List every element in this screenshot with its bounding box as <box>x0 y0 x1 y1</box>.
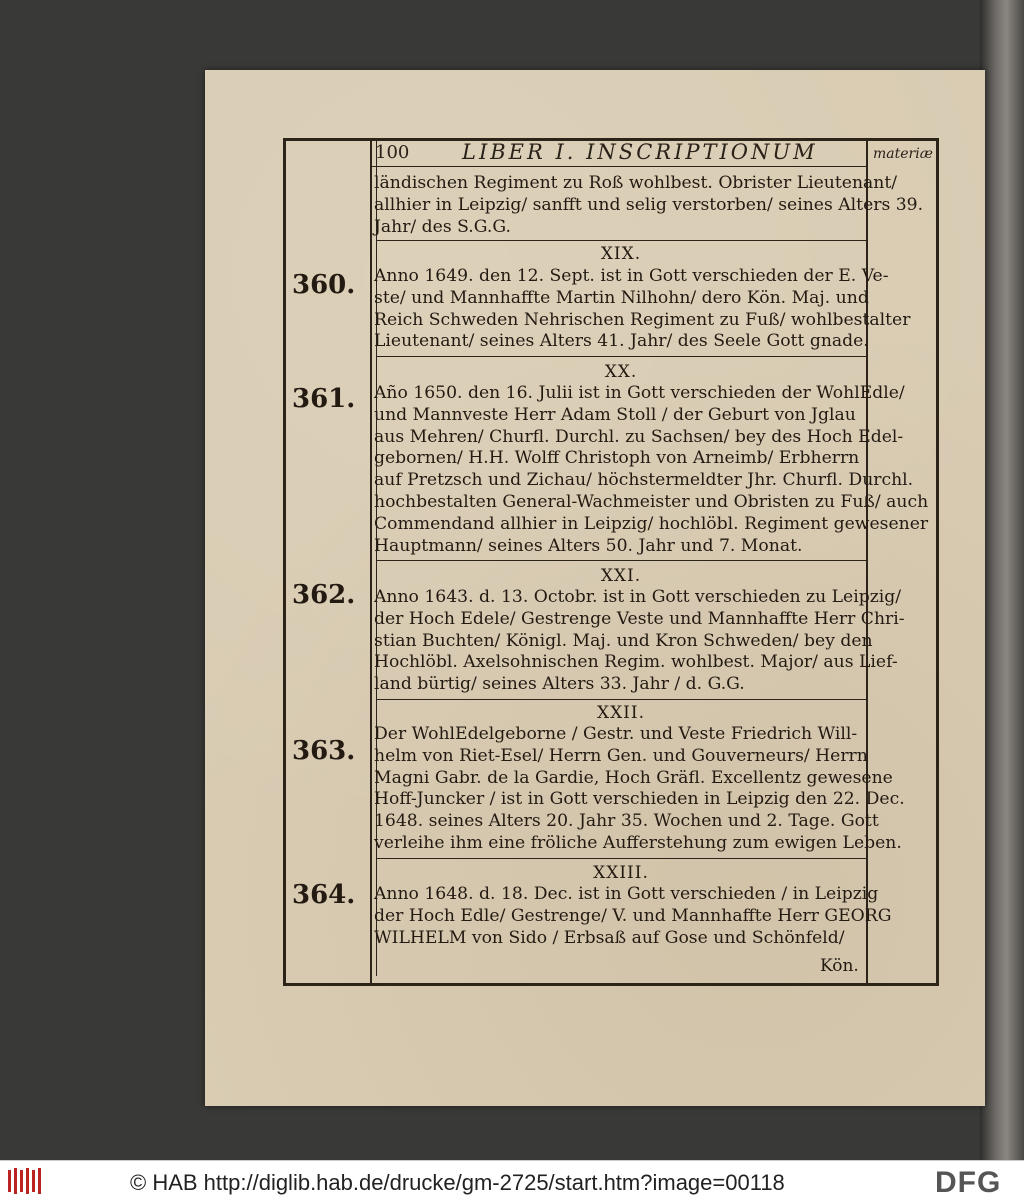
hab-logo-icon <box>6 1166 46 1196</box>
running-title: LIBER I. INSCRIPTIONUM <box>462 140 818 164</box>
entry-separator <box>376 356 866 357</box>
text-line: ländischen Regiment zu Roß wohlbest. Obrister Lieutenant/ <box>374 173 898 193</box>
entry-number: 362. <box>292 580 356 610</box>
catchword: Kön. <box>820 956 859 976</box>
page-number: 100 <box>375 142 410 163</box>
text-line: auf Pretzsch und Zichau/ höchstermeldter Jhr. Churfl. Durchl. <box>374 470 914 491</box>
text-line: Hauptmann/ seines Alters 50. Jahr und 7. Monat. <box>374 535 803 556</box>
entry-roman-numeral: XIX. <box>600 244 642 264</box>
text-line: WILHELM von Sido / Erbsaß auf Gose und Schönfeld/ <box>374 927 845 948</box>
entry-roman-numeral: XXIII. <box>593 863 649 883</box>
entry-roman-numeral: XX. <box>604 362 638 382</box>
text-line: Lieutenant/ seines Alters 41. Jahr/ des Seele Gott gnade. <box>374 331 869 352</box>
text-line: Hochlöbl. Axelsohnischen Regim. wohlbest. Major/ aus Lief- <box>374 652 898 673</box>
text-line: Der WohlEdelgeborne / Gestr. und Veste Friedrich Will- <box>374 724 858 744</box>
text-line: und Mannveste Herr Adam Stoll / der Geburt von Jglau <box>374 404 856 425</box>
text-line: Reich Schweden Nehrischen Regiment zu Fuß/ wohlbestalter <box>374 309 911 330</box>
text-line: allhier in Leipzig/ sanfft und selig verstorben/ seines Alters 39. <box>374 194 924 215</box>
dfg-logo: DFG <box>935 1166 1002 1199</box>
text-line: Hoff-Juncker / ist in Gott verschieden in Leipzig den 22. Dec. <box>374 789 905 810</box>
text-line: der Hoch Edle/ Gestrenge/ V. und Mannhaffte Herr GEORG <box>374 905 892 926</box>
text-line: Año 1650. den 16. Julii ist in Gott verschieden der WohlEdle/ <box>374 383 905 403</box>
text-line: land bürtig/ seines Alters 33. Jahr / d. G.G. <box>374 674 745 695</box>
text-line: Anno 1648. d. 18. Dec. ist in Gott verschieden / in Leipzig <box>374 884 879 904</box>
adjacent-page-edge <box>980 0 1024 1160</box>
continuation-text <box>374 173 924 238</box>
text-line: 1648. seines Alters 20. Jahr 35. Wochen und 2. Tage. Gott <box>374 811 879 832</box>
text-line: verleihe ihm eine fröliche Aufferstehung zum ewigen Leben. <box>374 832 902 853</box>
text-line: Magni Gabr. de la Gardie, Hoch Gräfl. Excellentz gewesene <box>374 767 893 788</box>
entry-separator <box>376 858 866 859</box>
frame-rule-left <box>370 138 372 986</box>
entry-text <box>374 383 929 557</box>
text-line: stian Buchten/ Königl. Maj. und Kron Schweden/ bey den <box>374 630 873 651</box>
text-line: Anno 1643. d. 13. Octobr. ist in Gott verschieden zu Leipzig/ <box>374 587 902 607</box>
entry-text <box>374 884 892 949</box>
text-line: helm von Riet-Esel/ Herrn Gen. und Gouverneurs/ Herrn <box>374 745 868 766</box>
text-line: der Hoch Edele/ Gestrenge Veste und Mannhaffte Herr Chri- <box>374 608 905 629</box>
entry-number: 364. <box>292 880 356 910</box>
copyright-link[interactable]: © HAB http://diglib.hab.de/drucke/gm-2725/start.htm?image=00118 <box>130 1170 785 1195</box>
entry-separator <box>376 240 866 241</box>
entry-number: 360. <box>292 270 356 300</box>
text-line: Jahr/ des S.G.G. <box>374 216 511 237</box>
text-line: gebornen/ H.H. Wolff Christoph von Arneimb/ Erbherrn <box>374 448 860 469</box>
header-rule <box>370 166 868 167</box>
entry-roman-numeral: XXII. <box>596 703 646 723</box>
entry-roman-numeral: XXI. <box>600 566 642 586</box>
entry-separator <box>376 560 866 561</box>
text-line: Anno 1649. den 12. Sept. ist in Gott verschieden der E. Ve- <box>374 266 889 286</box>
text-line: ste/ und Mannhaffte Martin Nilhohn/ dero Kön. Maj. und <box>374 287 869 308</box>
text-line: Commendand allhier in Leipzig/ hochlöbl. Regiment gewesener <box>374 513 929 534</box>
text-line: hochbestalten General-Wachmeister und Obristen zu Fuß/ auch <box>374 491 929 512</box>
text-line: aus Mehren/ Churfl. Durchl. zu Sachsen/ bey des Hoch Edel- <box>374 426 904 447</box>
entry-text <box>374 266 911 353</box>
entry-number: 363. <box>292 736 356 766</box>
entry-separator <box>376 699 866 700</box>
margin-note: materiæ <box>873 146 933 162</box>
entry-text <box>374 724 905 855</box>
entry-text <box>374 587 905 696</box>
entry-number: 361. <box>292 384 356 414</box>
